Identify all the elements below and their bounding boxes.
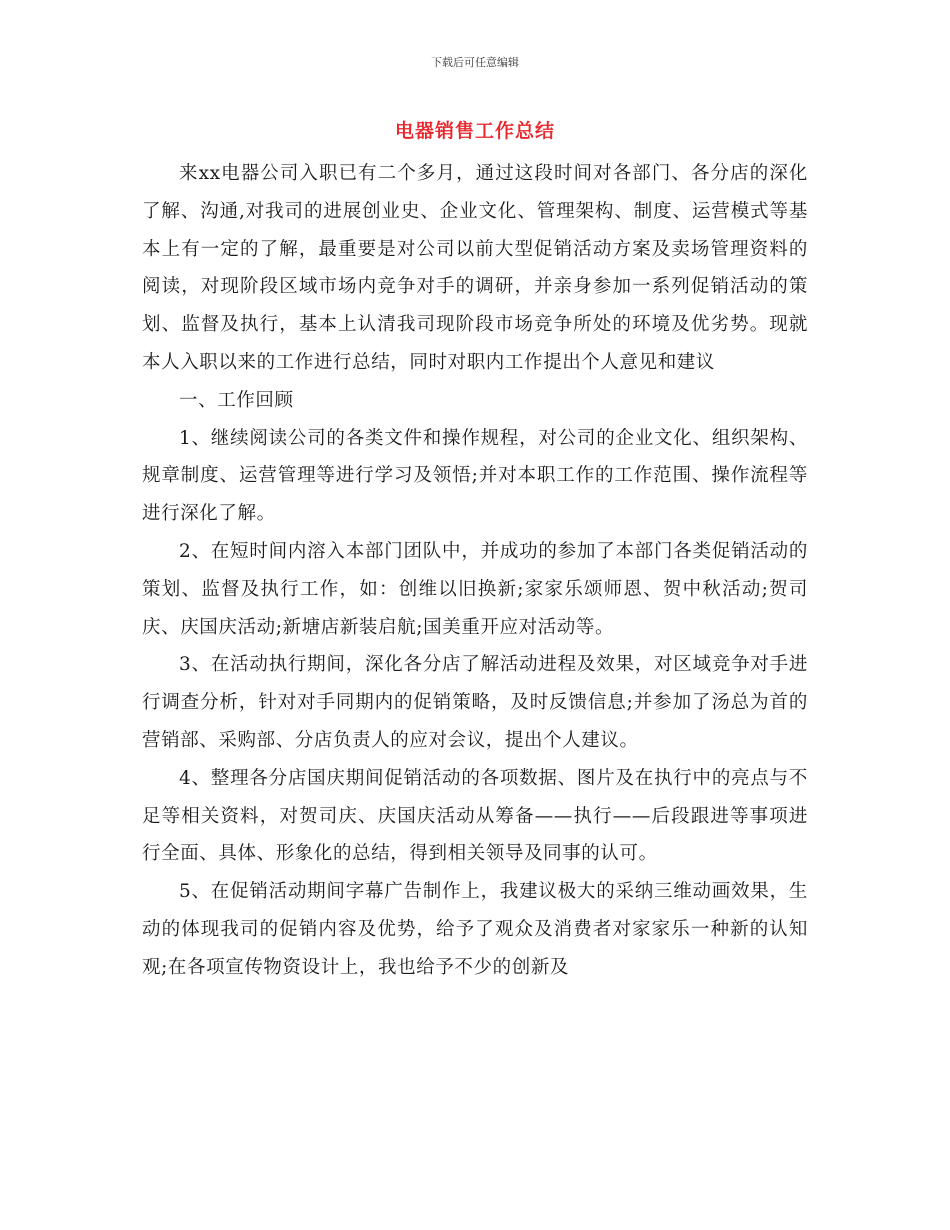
paragraph-item-2: 2、在短时间内溶入本部门团队中，并成功的参加了本部门各类促销活动的策划、监督及执行工作，如：创维以旧换新;家家乐颂师恩、贺中秋活动;贺司庆、庆国庆活动;新塘店新装启航;国美重开应对活动等。: [142, 540, 808, 638]
section-heading-work-review: 一、工作回顾: [179, 389, 294, 411]
paragraph-item-3: 3、在活动执行期间，深化各分店了解活动进程及效果，对区域竞争对手进行调查分析，针对对手同期内的促销策略，及时反馈信息;并参加了汤总为首的营销部、采购部、分店负责人的应对会议，提出个人建议。: [142, 654, 808, 751]
paragraph-intro: 来xx电器公司入职已有二个多月，通过这段时间对各部门、各分店的深化了解、沟通,对我司的进展创业史、企业文化、管理架构、制度、运营模式等基本上有一定的了解，最重要是对公司以前大型促销活动方案及卖场管理资料的阅读，对现阶段区域市场内竞争对手的调研，并亲身参加一系列促销活动的策划、监督及执行，基本上认清我司现阶段市场竞争所处的环境及优劣势。现就本人入职以来的工作进行总结，同时对职内工作提出个人意见和建议: [142, 163, 808, 373]
document-title: 电器销售工作总结: [394, 120, 555, 142]
document-body: [142, 155, 808, 987]
header-note: 下载后可任意编辑: [431, 56, 519, 69]
paragraph-item-5: 5、在促销活动期间字幕广告制作上，我建议极大的采纳三维动画效果，生动的体现我司的促销内容及优势，给予了观众及消费者对家家乐一种新的认知观;在各项宣传物资设计上，我也给予不少的创新及: [142, 881, 808, 978]
paragraph-item-4: 4、整理各分店国庆期间促销活动的各项数据、图片及在执行中的亮点与不足等相关资料，对贺司庆、庆国庆活动从筹备——执行——后段跟进等事项进行全面、具体、形象化的总结，得到相关领导及同事的认可。: [142, 767, 808, 865]
paragraph-item-1: 1、继续阅读公司的各类文件和操作规程，对公司的企业文化、组织架构、规章制度、运营管理等进行学习及领悟;并对本职工作的工作范围、操作流程等进行深化了解。: [142, 427, 808, 525]
